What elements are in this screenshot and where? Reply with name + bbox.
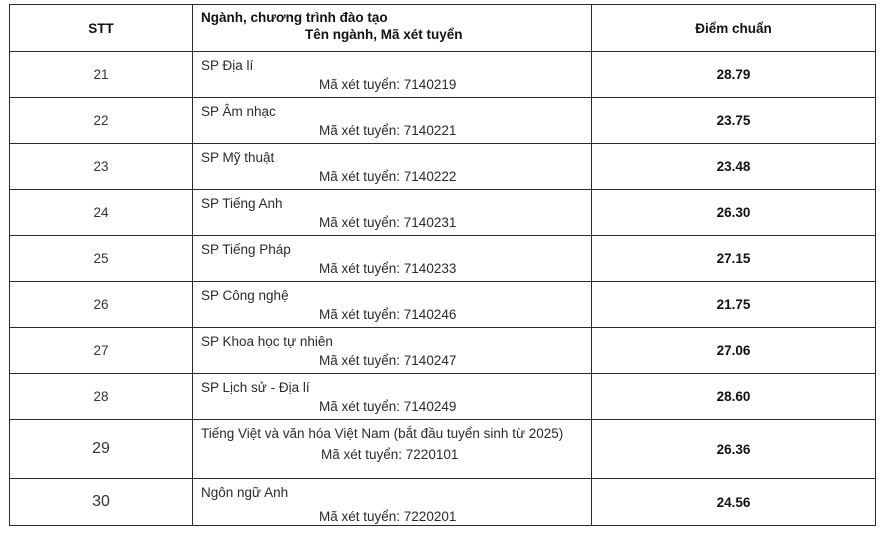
program-name: Tiếng Việt và văn hóa Việt Nam (bắt đầu tuyển sinh từ 2025) — [201, 426, 564, 441]
header-program-line2: Tên ngành, Mã xét tuyển — [305, 27, 463, 42]
table-row — [10, 328, 876, 374]
program-name: SP Lịch sử - Địa lí — [201, 380, 310, 395]
program-code: Mã xét tuyển: 7140221 — [319, 123, 457, 138]
header-score — [592, 5, 876, 52]
row-program — [193, 374, 592, 420]
table-row — [10, 98, 876, 144]
row-score: 23.75 — [592, 98, 876, 144]
table-row — [10, 144, 876, 190]
program-name: SP Công nghệ — [201, 288, 289, 303]
table-row — [10, 236, 876, 282]
table-row — [10, 420, 876, 479]
row-stt: 29 — [10, 420, 193, 479]
row-stt: 22 — [10, 98, 193, 144]
row-program — [193, 328, 592, 374]
row-score: 27.15 — [592, 236, 876, 282]
row-stt: 25 — [10, 236, 193, 282]
program-code: Mã xét tuyển: 7140231 — [319, 215, 457, 230]
program-code: Mã xét tuyển: 7140246 — [319, 307, 457, 322]
table-row — [10, 52, 876, 98]
row-stt: 21 — [10, 52, 193, 98]
program-code: Mã xét tuyển: 7140249 — [319, 399, 457, 414]
program-code: Mã xét tuyển: 7140222 — [319, 169, 457, 184]
program-name: SP Tiếng Pháp — [201, 242, 291, 257]
row-score: 26.36 — [592, 420, 876, 479]
header-score-label: Điểm chuẩn — [695, 21, 772, 36]
header-stt-label: STT — [88, 21, 114, 36]
table-row — [10, 479, 876, 526]
row-stt: 24 — [10, 190, 193, 236]
row-score: 24.56 — [592, 479, 876, 526]
header-program-line1: Ngành, chương trình đào tạo — [201, 10, 388, 25]
program-code: Mã xét tuyển: 7220101 — [321, 447, 459, 462]
program-code: Mã xét tuyển: 7140233 — [319, 261, 457, 276]
row-stt: 26 — [10, 282, 193, 328]
table-row — [10, 374, 876, 420]
table-row — [10, 190, 876, 236]
program-code: Mã xét tuyển: 7140219 — [319, 77, 457, 92]
row-score: 23.48 — [592, 144, 876, 190]
row-program — [193, 479, 592, 526]
table-header-row — [10, 5, 876, 52]
row-program — [193, 98, 592, 144]
row-program — [193, 52, 592, 98]
row-program — [193, 282, 592, 328]
program-name: SP Tiếng Anh — [201, 196, 283, 211]
header-stt — [10, 5, 193, 52]
program-code: Mã xét tuyển: 7140247 — [319, 353, 457, 368]
admission-scores-table — [9, 4, 876, 526]
table-row — [10, 282, 876, 328]
program-name: SP Khoa học tự nhiên — [201, 334, 333, 349]
row-stt: 28 — [10, 374, 193, 420]
row-stt: 27 — [10, 328, 193, 374]
program-name: SP Mỹ thuật — [201, 150, 275, 165]
row-score: 26.30 — [592, 190, 876, 236]
program-name: SP Địa lí — [201, 58, 254, 73]
program-code: Mã xét tuyển: 7220201 — [319, 509, 457, 524]
program-name: SP Âm nhạc — [201, 104, 276, 119]
row-program — [193, 236, 592, 282]
row-program — [193, 420, 592, 479]
row-score: 27.06 — [592, 328, 876, 374]
row-program — [193, 144, 592, 190]
row-stt: 30 — [10, 479, 193, 526]
header-program — [193, 5, 592, 52]
row-program — [193, 190, 592, 236]
row-score: 21.75 — [592, 282, 876, 328]
row-score: 28.79 — [592, 52, 876, 98]
row-score: 28.60 — [592, 374, 876, 420]
row-stt: 23 — [10, 144, 193, 190]
program-name: Ngôn ngữ Anh — [201, 485, 289, 500]
